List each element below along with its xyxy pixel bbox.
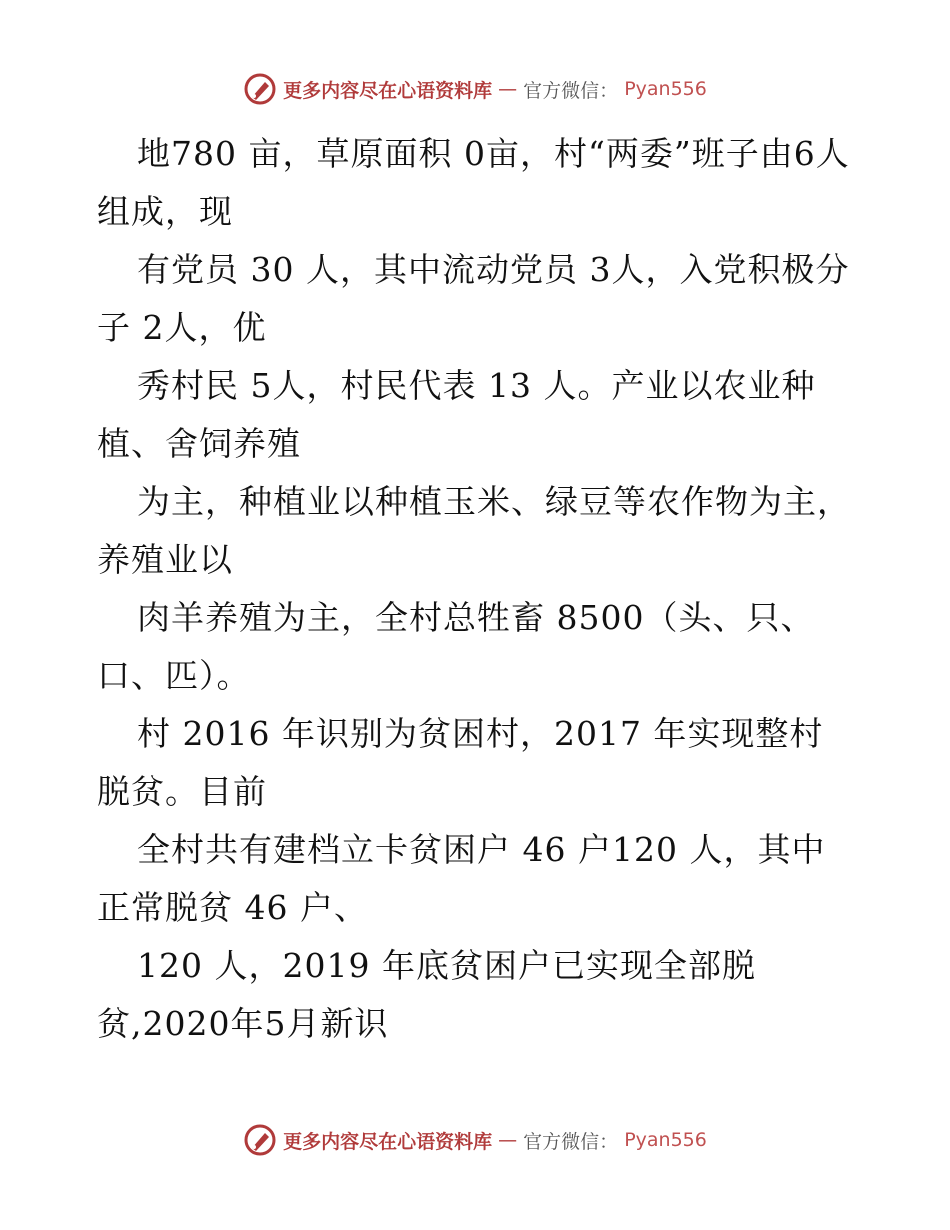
document-body	[97, 125, 857, 1053]
paragraph: 秀村民 5人，村民代表 13 人。产业以农业种植、舍饲养殖	[97, 366, 816, 463]
watermark-wechat-id: Pyan556	[624, 78, 707, 100]
pen-logo-icon	[243, 1123, 277, 1157]
paragraph: 120 人，2019 年底贫困户已实现全部脱贫,2020年5月新识	[97, 946, 756, 1043]
header-watermark	[0, 72, 950, 106]
pen-logo-icon	[243, 72, 277, 106]
watermark-label: 官方微信：	[523, 1130, 619, 1153]
watermark-dash: —	[498, 78, 518, 100]
paragraph: 全村共有建档立卡贫困户 46 户120 人，其中正常脱贫 46 户、	[97, 830, 826, 927]
paragraph: 有党员 30 人，其中流动党员 3人，入党积极分子 2人，优	[97, 250, 850, 347]
watermark-wechat-id: Pyan556	[624, 1129, 707, 1151]
footer-watermark	[0, 1123, 950, 1157]
paragraph: 地780 亩，草原面积 0亩，村“两委”班子由6人组成，现	[97, 134, 850, 231]
watermark-label: 官方微信：	[523, 79, 619, 102]
watermark-dash: —	[498, 1129, 518, 1151]
paragraph: 村 2016 年识别为贫困村，2017 年实现整村脱贫。目前	[97, 714, 824, 811]
watermark-brand: 更多内容尽在心语资料库	[283, 1130, 493, 1153]
paragraph: 肉羊养殖为主，全村总牲畜 8500（头、只、口、匹）。	[97, 598, 815, 695]
paragraph: 为主，种植业以种植玉米、绿豆等农作物为主，养殖业以	[97, 482, 851, 579]
watermark-brand: 更多内容尽在心语资料库	[283, 79, 493, 102]
